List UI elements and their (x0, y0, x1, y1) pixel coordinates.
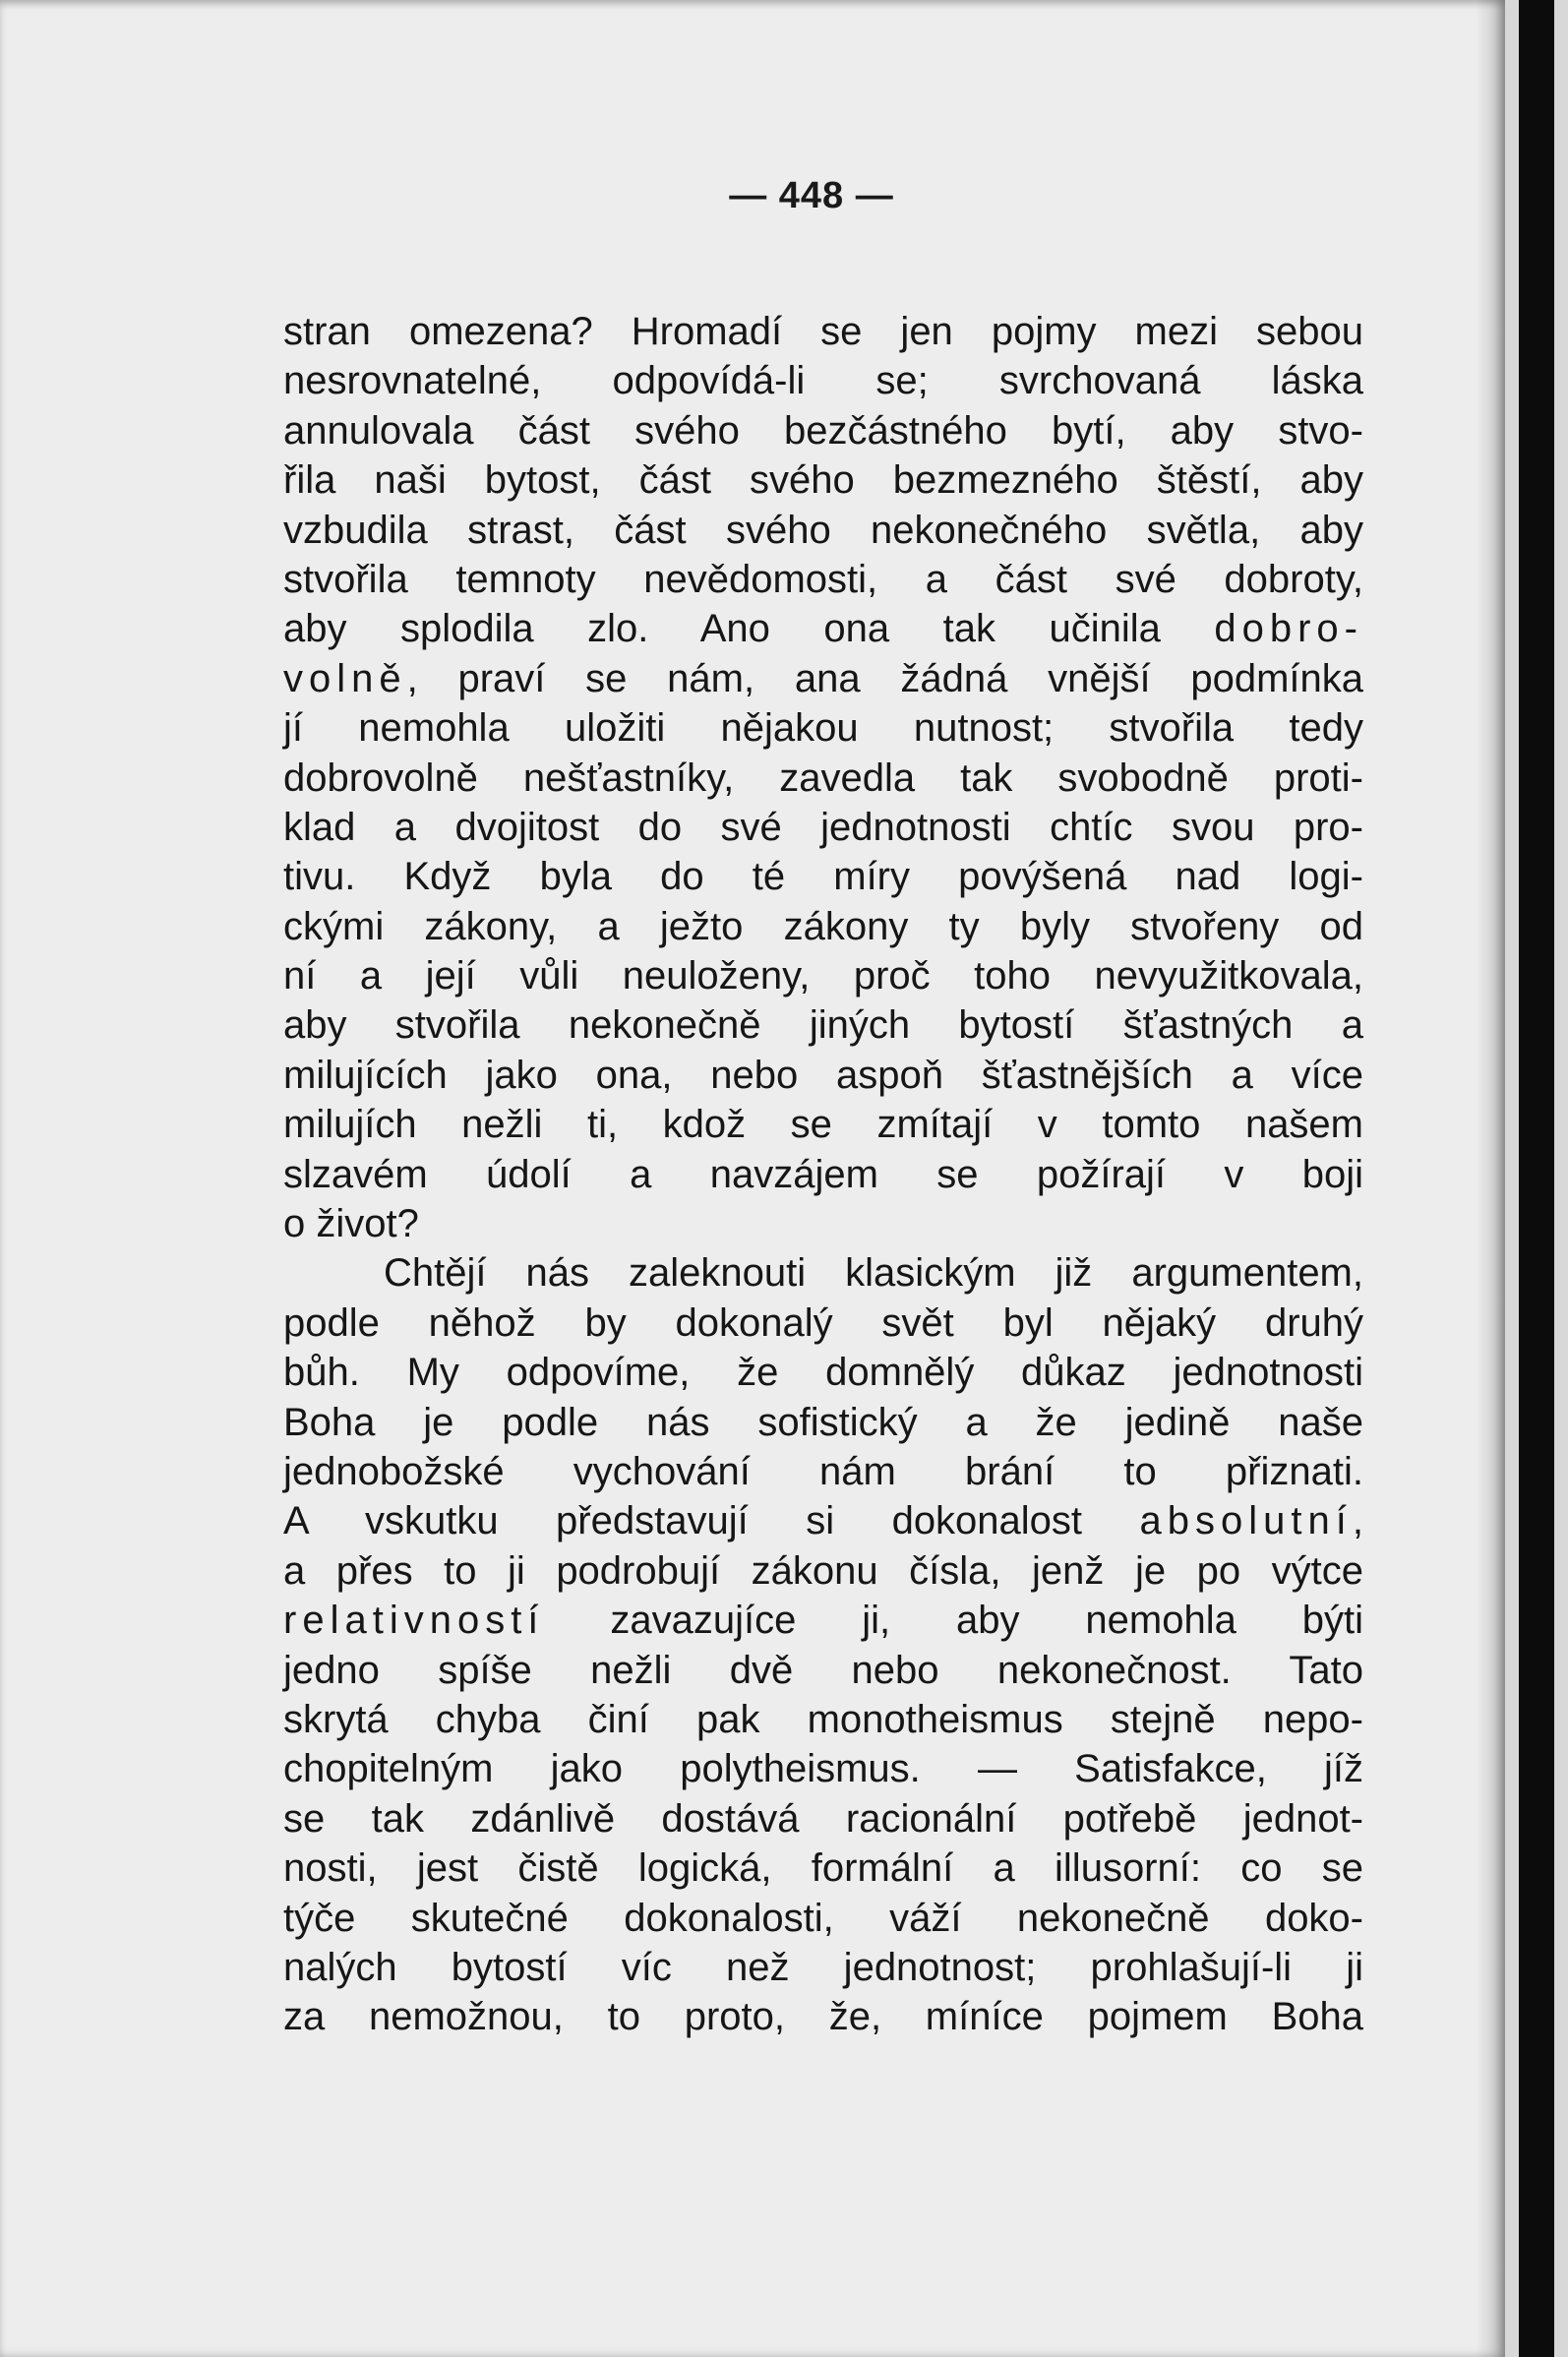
text-line-spaced (283, 654, 1363, 703)
text-line: se tak zdánlivě dostává racionální potřebě jednot- (283, 1796, 1363, 1841)
text-line: podle něhož by dokonalý svět byl nějaký druhý (283, 1300, 1363, 1345)
text-line: tivu. Když byla do té míry povýšená nad logi- (283, 855, 1363, 899)
emphasized-word: dobro- (1214, 607, 1363, 651)
text-line: ní a její vůli neuloženy, proč toho nevyužitkovala, (283, 954, 1363, 998)
text-line: chopitelným jako polytheismus. — Satisfakce, jíž (283, 1747, 1363, 1791)
scan-margin (1505, 0, 1568, 2357)
text-line: a přes to ji podrobují zákonu čísla, jenž je po výtce (283, 1548, 1363, 1593)
text-line: nesrovnatelné, odpovídá-li se; svrchovaná láska (283, 359, 1363, 403)
text-line: vzbudila strast, část svého nekonečného světla, aby (283, 508, 1363, 552)
text-line: dobrovolně nešťastníky, zavedla tak svobodně proti- (283, 755, 1363, 800)
emphasized-word: relativností (283, 1599, 545, 1643)
page-edge-shadow (1476, 0, 1505, 2357)
text-line-spaced (283, 1496, 1363, 1545)
text-fragment: , (1352, 1499, 1363, 1543)
emphasized-word: volně (283, 656, 407, 700)
text-line: jednobožské vychování nám brání to přiznati. (283, 1449, 1363, 1493)
text-fragment: A vskutku představují si dokonalost (283, 1499, 1140, 1543)
page-number: — 448 — (729, 175, 894, 216)
text-line-spaced (283, 604, 1363, 653)
text-line: milujích nežli ti, kdož se zmítají v tomto našem (283, 1103, 1363, 1147)
text-line: Boha je podle nás sofistický a že jedině naše (283, 1400, 1363, 1444)
text-line: stran omezena? Hromadí se jen pojmy mezi sebou (283, 310, 1363, 353)
text-line-spaced (283, 1596, 1363, 1645)
text-line: skrytá chyba činí pak monotheismus stejně nepo- (283, 1697, 1363, 1741)
text-line: aby stvořila nekonečně jiných bytostí šťastných a (283, 1003, 1363, 1048)
text-line: stvořila temnoty nevědomosti, a část své dobroty, (283, 557, 1363, 601)
text-fragment: , praví se nám, ana žádná vnější podmínka (406, 656, 1363, 700)
text-line: annulovala část svého bezčástného bytí, aby stvo- (283, 408, 1363, 453)
text-line: týče skutečné dokonalosti, váží nekonečně doko- (283, 1896, 1363, 1940)
text-line: nosti, jest čistě logická, formální a illusorní: co se (283, 1846, 1363, 1891)
scan-dark-edge (1519, 0, 1554, 2357)
text-line: klad a dvojitost do své jednotnosti chtíc svou pro- (283, 805, 1363, 849)
text-line: řila naši bytost, část svého bezmezného štěstí, aby (283, 458, 1363, 503)
text-line: slzavém údolí a navzájem se požírají v boji (283, 1152, 1363, 1196)
text-line: nalých bytostí víc než jednotnost; prohlašují-li ji (283, 1945, 1363, 1989)
text-line: jí nemohla uložiti nějakou nutnost; stvořila tedy (283, 706, 1363, 751)
text-line: milujících jako ona, nebo aspoň šťastnějších a více (283, 1053, 1363, 1097)
text-line: jedno spíše nežli dvě nebo nekonečnost. Tato (283, 1648, 1363, 1692)
body-text (283, 307, 1363, 2042)
text-line: o život? (283, 1202, 419, 1246)
text-fragment: zavazujíce ji, aby nemohla býti (544, 1599, 1363, 1643)
text-line: za nemožnou, to proto, že, míníce pojmem Boha (283, 1995, 1363, 2039)
text-fragment: aby splodila zlo. Ano ona tak učinila (283, 607, 1215, 651)
paragraph-start-line: Chtějí nás zaleknouti klasickým již argumentem, (384, 1251, 1363, 1296)
text-line: bůh. My odpovíme, že domnělý důkaz jednotnosti (283, 1351, 1363, 1395)
text-line: ckými zákony, a ježto zákony ty byly stvořeny od (283, 904, 1363, 948)
emphasized-word: absolutní (1139, 1499, 1353, 1543)
